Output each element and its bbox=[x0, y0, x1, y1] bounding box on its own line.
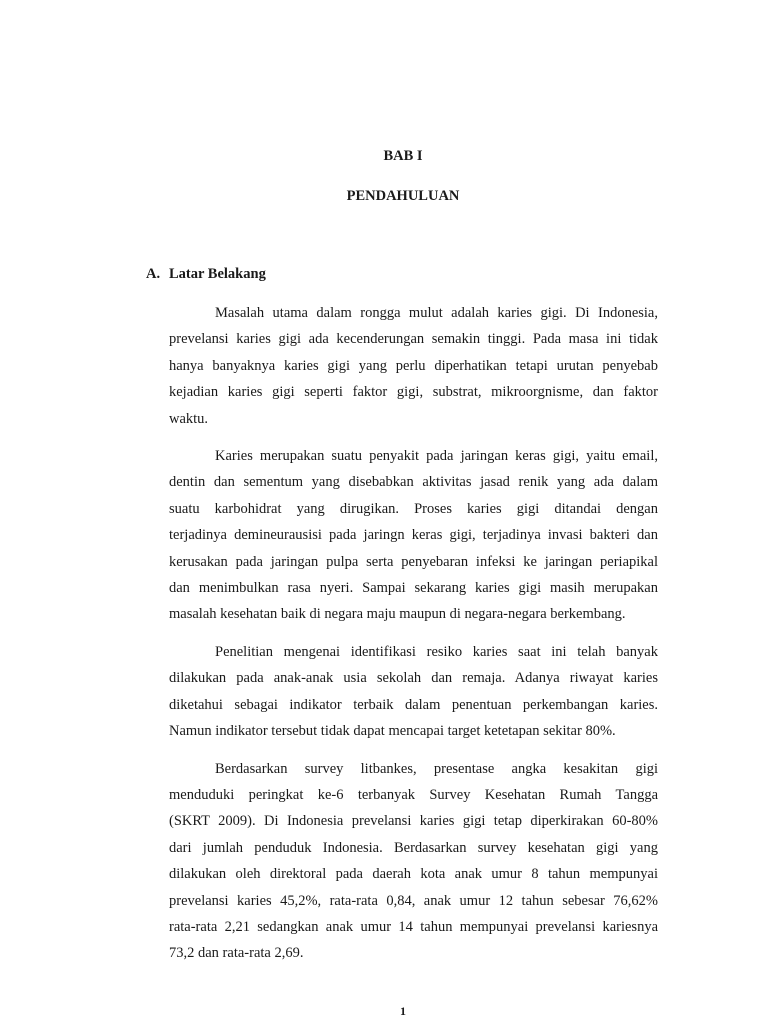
paragraph-line: suatu karbohidrat yang dirugikan. Proses karies gigi ditandai dengan bbox=[169, 500, 658, 517]
paragraph-line: kerusakan pada jaringan pulpa serta penyebaran infeksi ke jaringan periapikal bbox=[169, 553, 658, 570]
section-title: Latar Belakang bbox=[169, 266, 266, 282]
chapter-number: BAB I bbox=[383, 148, 423, 164]
paragraph-line: Berdasarkan survey litbankes, presentase angka kesakitan gigi bbox=[215, 760, 658, 777]
paragraph-line: dilakukan pada anak-anak usia sekolah dan remaja. Adanya riwayat karies bbox=[169, 670, 658, 687]
paragraph-line: dentin dan sementum yang disebabkan aktivitas jasad renik yang ada dalam bbox=[169, 474, 658, 491]
paragraph-line: dilakukan oleh direktoral pada daerah kota anak umur 8 tahun mempunyai bbox=[169, 866, 658, 883]
page-number: 1 bbox=[400, 1004, 406, 1018]
paragraph-2 bbox=[169, 443, 658, 628]
paragraph-line: menduduki peringkat ke-6 terbanyak Survey Kesehatan Rumah Tangga bbox=[169, 786, 658, 803]
section-heading bbox=[146, 265, 266, 283]
paragraph-line: terjadinya demineurausisi pada jaringn keras gigi, terjadinya invasi bakteri dan bbox=[169, 527, 658, 544]
paragraph-line: kejadian karies gigi seperti faktor gigi, substrat, mikroorgnisme, dan faktor bbox=[169, 384, 658, 401]
paragraph-line: Karies merupakan suatu penyakit pada jaringan keras gigi, yaitu email, bbox=[215, 448, 658, 465]
chapter-title: PENDAHULUAN bbox=[346, 188, 460, 204]
section-number: A. bbox=[146, 266, 161, 282]
paragraph-line: rata-rata 2,21 sedangkan anak umur 14 tahun mempunyai prevelansi kariesnya bbox=[169, 918, 658, 935]
paragraph-line: 73,2 dan rata-rata 2,69. bbox=[169, 945, 304, 962]
paragraph-line: (SKRT 2009). Di Indonesia prevelansi karies gigi tetap diperkirakan 60-80% bbox=[169, 813, 658, 830]
body-text bbox=[169, 300, 658, 978]
paragraph-1 bbox=[169, 300, 658, 432]
paragraph-line: waktu. bbox=[169, 410, 209, 427]
paragraph-line: prevelansi karies gigi ada kecenderungan semakin tinggi. Pada masa ini tidak bbox=[169, 331, 658, 348]
paragraph-line: prevelansi karies 45,2%, rata-rata 0,84, anak umur 12 tahun sebesar 76,62% bbox=[169, 892, 658, 909]
paragraph-line: dan menimbulkan rasa nyeri. Sampai sekarang karies gigi masih merupakan bbox=[169, 580, 658, 597]
paragraph-line: diketahui sebagai indikator terbaik dalam penentuan perkembangan karies. bbox=[169, 696, 658, 713]
paragraph-line: Penelitian mengenai identifikasi resiko karies saat ini telah banyak bbox=[215, 643, 658, 660]
paragraph-line: dari jumlah penduduk Indonesia. Berdasarkan survey kesehatan gigi yang bbox=[169, 839, 658, 856]
paragraph-line: Masalah utama dalam rongga mulut adalah karies gigi. Di Indonesia, bbox=[215, 305, 658, 321]
paragraph-line: hanya banyaknya karies gigi yang perlu diperhatikan tetapi urutan penyebab bbox=[169, 357, 658, 374]
paragraph-4 bbox=[169, 756, 658, 967]
paragraph-3 bbox=[169, 639, 658, 745]
paragraph-line: Namun indikator tersebut tidak dapat mencapai target ketetapan sekitar 80%. bbox=[169, 723, 616, 740]
paragraph-line: masalah kesehatan baik di negara maju maupun di negara-negara berkembang. bbox=[169, 606, 626, 623]
